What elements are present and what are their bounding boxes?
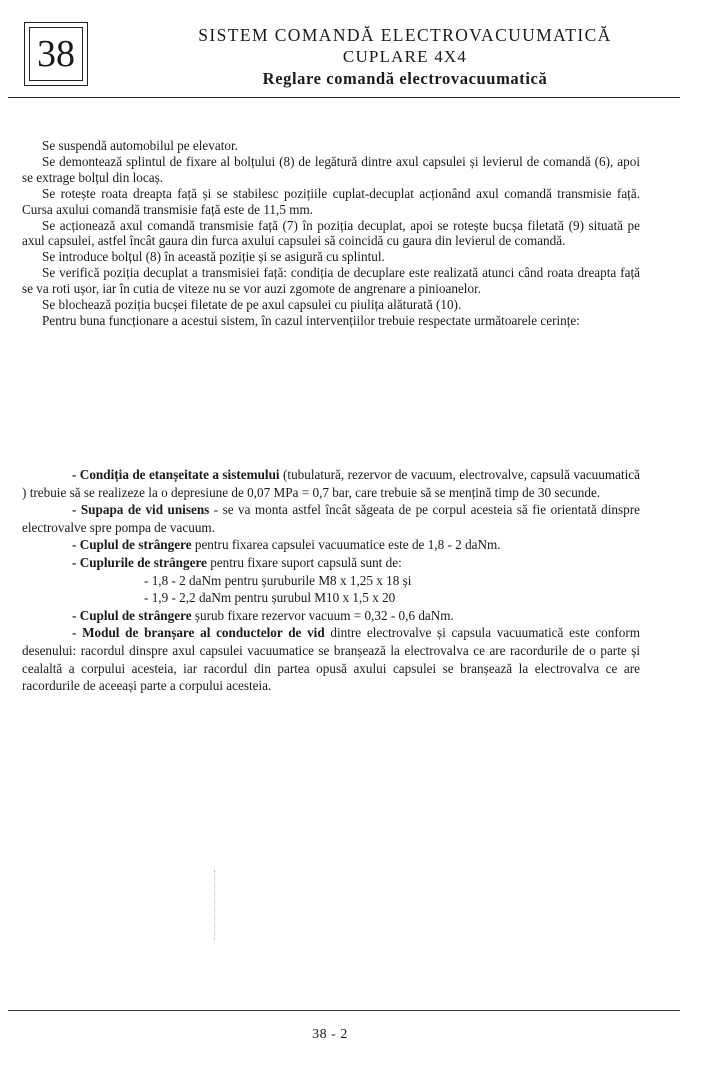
header-title: SISTEM COMANDĂ ELECTROVACUUMATICĂ bbox=[198, 25, 612, 45]
chapter-number-box bbox=[24, 22, 88, 86]
requirement-item bbox=[22, 501, 640, 536]
requirement-heading: - Cuplul de strângere bbox=[72, 607, 192, 623]
paragraph: Se verifică poziția decuplat a transmisiei față: condiția de decuplare este realizată atunci când roata dreapta față se va roti ușor, iar în cutia de viteze nu se vor auzi zgomote de angrenare a pinioanelor. bbox=[22, 265, 640, 297]
requirement-text: pentru fixarea capsulei vacuumatice este de 1,8 - 2 daNm. bbox=[191, 537, 501, 553]
requirement-heading: - Supapa de vid unisens bbox=[72, 502, 210, 518]
chapter-number: 38 bbox=[29, 27, 83, 81]
header-title-line2: CUPLARE 4X4 bbox=[342, 47, 468, 66]
requirement-heading: - Cuplurile de strângere bbox=[72, 554, 207, 570]
requirement-item bbox=[22, 554, 640, 572]
header-subtitle: Reglare comandă electrovacuumatică bbox=[262, 69, 548, 88]
requirement-text: (tubulatură, rezervor de vacuum, electrovalve, capsulă vacuumatică ) trebuie să se realizeze la o depresiune de 0,07 MPa = 0,7 bar, care trebuie să se mențină timp de 30 secunde. bbox=[22, 467, 641, 500]
paragraph: Pentru buna funcționare a acestui sistem, în cazul intervențiilor trebuie respectate următoarele cerințe: bbox=[42, 312, 580, 328]
requirement-subitem: - 1,9 - 2,2 daNm pentru șurubul M10 x 1,5 x 20 bbox=[144, 590, 396, 606]
footer-divider bbox=[8, 1010, 680, 1011]
paragraph: Se blochează poziția bucșei filetate de pe axul capsulei cu piulița alăturată (10). bbox=[42, 297, 462, 313]
requirement-item bbox=[22, 607, 640, 625]
requirement-text: - se va monta astfel încât săgeata de pe corpul acesteia să fie orientată dinspre electrovalve spre pompa de vacuum. bbox=[22, 502, 641, 535]
requirement-heading: - Condiția de etanșeitate a sistemului bbox=[72, 467, 280, 482]
requirement-item bbox=[22, 536, 640, 554]
paragraph: Se rotește roata dreapta față și se stabilesc pozițiile cuplat-decuplat acționând axul comandă transmisie față. Cursa axului comandă transmisie față este de 11,5 mm. bbox=[22, 185, 640, 217]
requirement-subitem: - 1,8 - 2 daNm pentru șuruburile M8 x 1,25 x 18 și bbox=[144, 572, 412, 588]
requirement-heading: - Modul de branșare al conductelor de vid bbox=[72, 625, 325, 641]
requirement-heading: - Cuplul de strângere bbox=[72, 537, 192, 553]
paragraph: Se acționează axul comandă transmisie față (7) în poziția decuplat, apoi se rotește bucșa filetată (9) situată pe axul capsulei, astfel încât gaura din furca axului capsulei să coincidă cu gaura din levierul de comandă. bbox=[22, 217, 640, 249]
requirement-item bbox=[22, 624, 640, 694]
procedure-text bbox=[22, 138, 640, 329]
paragraph: Se introduce bolțul (8) în această poziție și se asigură cu splintul. bbox=[42, 249, 385, 265]
requirement-text: șurub fixare rezervor vacuum = 0,32 - 0,6 daNm. bbox=[191, 607, 454, 623]
header-divider bbox=[8, 97, 680, 98]
requirement-text: dintre electrovalve și capsula vacuumatică este conform desenului: racordul dinspre axul capsulei vacuumatice se branșează la electrovalva ce are racordurile de o parte și cealaltă a corpului acesteia, iar racordul din partea opusă axului capsulei se branșează la electrovalva ce are racordurile de aceeași parte a corpului acesteia. bbox=[22, 625, 640, 694]
requirement-text: pentru fixare suport capsulă sunt de: bbox=[206, 554, 402, 570]
paragraph: Se demontează splintul de fixare al bolțului (8) de legătură dintre axul capsulei și levierul de comandă (6), apoi se extrage bolțul din locaș. bbox=[22, 153, 640, 185]
page-number: 38 - 2 bbox=[312, 1027, 348, 1042]
page-header bbox=[110, 24, 700, 90]
requirement-item bbox=[22, 466, 640, 501]
requirements-list bbox=[22, 466, 640, 695]
paragraph: Se suspendă automobilul pe elevator. bbox=[42, 138, 238, 153]
scan-artifact bbox=[214, 870, 217, 940]
